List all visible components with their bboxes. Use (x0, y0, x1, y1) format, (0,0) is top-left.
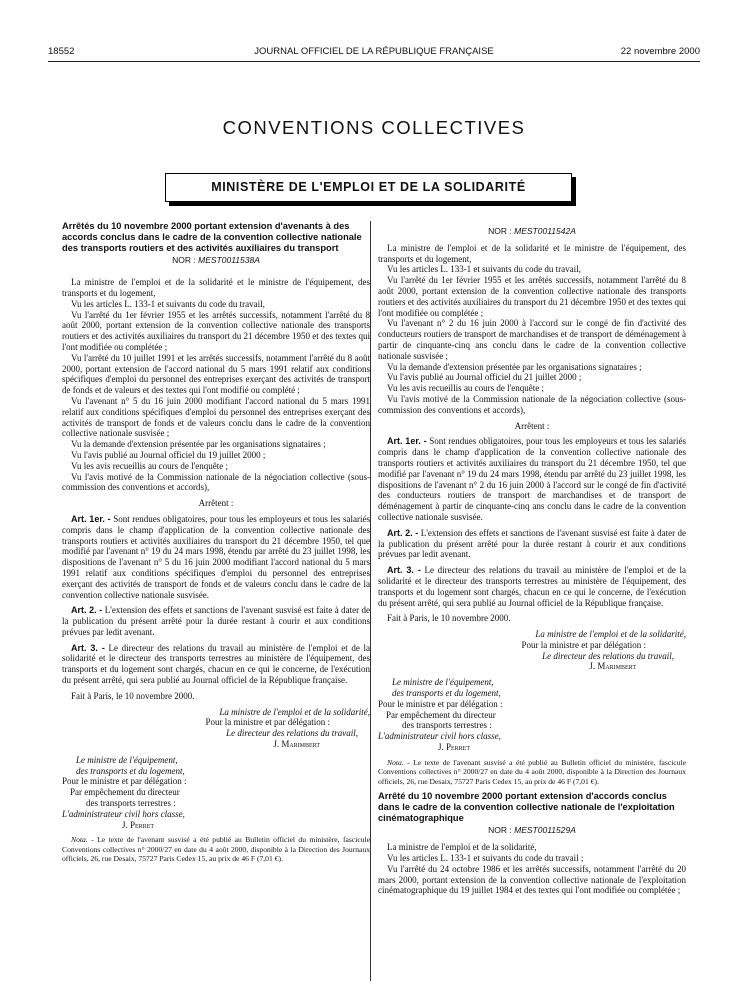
left-column (62, 221, 370, 864)
nor-reference: NOR : MEST0011529A (488, 825, 576, 836)
paragraph: Vu l'avis motivé de la Commission nationale de la négociation collective (sous-commission des conventions et accords), (62, 471, 370, 493)
paragraph: Vu l'arrêté du 1er février 1955 et les arrêtés successifs, notamment l'arrêté du 8 août 2000, portant extension de la convention collective nationale des transports routiers et des activités auxiliaires du transport du 21 décembre 1950 et des textes qui l'ont modifiée ou complétée ; (378, 275, 686, 318)
signature-delegation: Pour la ministre et par délégation : (521, 639, 646, 650)
page-number: 18552 (48, 46, 75, 57)
signature-name: J. Perret (122, 819, 155, 830)
paragraph: Vu les articles L. 133-1 et suivants du code du travail, (71, 298, 265, 309)
nor-reference: NOR : MEST0011538A (172, 255, 260, 266)
signature-line: des transports terrestres : (402, 720, 492, 731)
signature-title: Le ministre de l'équipement, (392, 677, 494, 688)
article-2: Art. 2. - L'extension des effets et sanctions de l'avenant susvisé est faite à dater de la publication du présent arrêté pour la durée restant à courir et aux conditions prévues par ledit avenant. (378, 527, 686, 560)
ministry-banner: MINISTÈRE DE L'EMPLOI ET DE LA SOLIDARITÉ (165, 173, 572, 202)
signature-title: des transports et du logement, (76, 765, 185, 776)
paragraph: Vu les articles L. 133-1 et suivants du code du travail ; (387, 853, 584, 864)
decree-title: Arrêtés du 10 novembre 2000 portant extension d'avenants à des accords conclus dans le cadre de la convention collective nationale des transports routiers et des activités auxiliaires du transport (62, 221, 362, 253)
signature-admin: L'administrateur civil hors classe, (62, 808, 185, 819)
decree-title: Arrêté du 10 novembre 2000 portant extension d'accords conclus dans le cadre de la convention collective nationale de l'exploitation cinématographique (378, 791, 675, 823)
article-1: Art. 1er. - Sont rendues obligatoires, pour tous les employeurs et tous les salariés compris dans le champ d'application de la convention collective nationale des transports routiers et activités auxiliaires du transport du 21 décembre 1950, tel que modifié par l'avenant n° 19 du 24 mars 1998, étendu par arrêté du 23 juillet 1998, les dispositions de l'avenant n° 2 du 16 juin 2000 à l'accord sur le congé de fin d'activité des conducteurs routiers de transport de marchandises et de transport de déménagement à partir de cinquante-cinq ans conclu dans le cadre de la convention collective nationale susvisée. (378, 436, 686, 522)
nor-reference: NOR : MEST0011542A (488, 226, 576, 236)
paragraph: Vu la demande d'extension présentée par les organisations signataires ; (387, 361, 642, 372)
paragraph: Vu l'avis motivé de la Commission nationale de la négociation collective (sous-commission des conventions et accords), (378, 393, 686, 415)
signature-title: La ministre de l'emploi et de la solidarité, (535, 629, 686, 640)
column-divider (370, 221, 371, 981)
signature-director: Le directeur des relations du travail, (542, 650, 674, 661)
nota-note: Nota. - Le texte de l'avenant susvisé a été publié au Bulletin officiel du ministère, fascicule Conventions collectives n° 2000/27 en date du 4 août 2000, disponible à la Direction des Journaux officiels, 26, rue Desaix, 75727 Paris Cedex 15, au prix de 46 F (7,01 €). (378, 757, 686, 786)
signature-delegation: Pour le ministre et par délégation : (378, 698, 503, 709)
paragraph: Vu l'arrêté du 1er février 1955 et les arrêtés successifs, notamment l'arrêté du 8 août 2000, portant extension de la convention collective nationale des transports routiers et des activités auxiliaires du transport du 21 décembre 1950 et des textes qui l'ont modifiée ou complétée ; (62, 309, 370, 352)
signature-line: des transports terrestres : (86, 798, 176, 809)
signature-delegation: Pour le ministre et par délégation : (62, 776, 187, 787)
article-3: Art. 3. - Le directeur des relations du travail au ministère de l'emploi et de la solidarité et le directeur des transports terrestres au ministère de l'équipement, des transports et du logement sont chargés, chacun en ce qui le concerne, de l'exécution du présent arrêté, qui sera publié au Journal officiel de la République française. (378, 565, 687, 608)
paragraph: Vu l'avenant n° 2 du 16 juin 2000 à l'accord sur le congé de fin d'activité des conducteurs routiers de transport de marchandises et de transport de déménagement à partir de cinquante-cinq ans conclu dans le cadre de la convention collective nationale susvisée ; (378, 318, 686, 361)
paragraph: Vu l'avis publié au Journal officiel du 19 juillet 2000 ; (71, 449, 266, 460)
fait-a-paris: Fait à Paris, le 10 novembre 2000. (71, 690, 195, 701)
article-2: Art. 2. - L'extension des effets et sanctions de l'avenant susvisé est faite à dater de la publication du présent arrêté pour la durée restant à courir et aux conditions prévues par ledit avenant. (62, 605, 370, 637)
signature-delegation: Pour la ministre et par délégation : (205, 717, 330, 728)
paragraph: Vu l'arrêté du 10 juillet 1991 et les arrêtés successifs, notamment l'arrêté du 8 août 2000, portant extension de l'accord national du 5 mars 1991 relatif aux conditions spécifiques d'emploi du personnel des entreprises exerçant des activités de transport de fonds et de valeurs et des textes qui l'ont modifié ou complété ; (62, 352, 370, 396)
section-title: CONVENTIONS COLLECTIVES (222, 117, 526, 138)
paragraph: Vu les articles L. 133-1 et suivants du code du travail, (387, 264, 581, 275)
paragraph: Vu l'avenant n° 5 du 16 juin 2000 modifiant l'accord national du 5 mars 1991 relatif aux conditions spécifiques d'emploi du personnel des entreprises exerçant des activités de transport de fonds et de valeurs conclu dans le cadre de la convention collective nationale susvisée ; (62, 395, 370, 439)
journal-title: JOURNAL OFFICIEL DE LA RÉPUBLIQUE FRANÇAISE (254, 46, 494, 57)
signature-admin: L'administrateur civil hors classe, (378, 731, 501, 742)
arretent: Arrêtent : (198, 498, 234, 509)
arretent: Arrêtent : (514, 420, 550, 431)
paragraph: Vu l'avis publié au Journal officiel du 21 juillet 2000 ; (387, 372, 582, 383)
signature-line: Par empêchement du directeur (386, 709, 496, 720)
paragraph: La ministre de l'emploi et de la solidarité et le ministre de l'équipement, des transports et du logement, (62, 277, 370, 298)
fait-a-paris: Fait à Paris, le 10 novembre 2000. (387, 613, 511, 624)
paragraph: Vu les avis recueillis au cours de l'enquête ; (387, 383, 545, 394)
header-rule (48, 61, 700, 62)
right-column (378, 226, 686, 896)
signature-name: J. Perret (438, 742, 471, 753)
signature-title: Le ministre de l'équipement, (76, 754, 178, 765)
signature-title: des transports et du logement, (392, 688, 501, 699)
article-3: Art. 3. - Le directeur des relations du travail au ministère de l'emploi et de la solidarité et le directeur des transports terrestres au ministère de l'équipement, des transports et du logement sont chargés, chacun en ce qui le concerne, de l'exécution du présent arrêté, qui sera publié au Journal officiel de la République française. (62, 642, 371, 686)
paragraph: Vu la demande d'extension présentée par les organisations signataires ; (71, 439, 326, 450)
signature-name: J. Marimbert (273, 739, 320, 750)
article-1: Art. 1er. - Sont rendues obligatoires, pour tous les employeurs et tous les salariés compris dans le champ d'application de la convention collective nationale des transports routiers et activités auxiliaires du transport du 21 décembre 1950, tel que modifié par l'avenant n° 19 du 24 mars 1998, étendu par arrêté du 23 juillet 1998, les dispositions de l'avenant n° 5 du 16 juin 2000 modifiant l'accord national du 5 mars 1991 relatif aux conditions spécifiques d'emploi du personnel des entreprises exerçant des activités de transport de fonds et de valeurs conclu dans le cadre de la convention collective nationale susvisée. (62, 513, 370, 600)
signature-director: Le directeur des relations du travail, (226, 728, 358, 739)
page-header (48, 46, 700, 60)
paragraph: La ministre de l'emploi et de la solidarité, (387, 842, 537, 853)
signature-name: J. Marimbert (589, 661, 636, 672)
signature-line: Par empêchement du directeur (70, 787, 180, 798)
paragraph: La ministre de l'emploi et de la solidarité et le ministre de l'équipement, des transports et du logement, (378, 242, 686, 264)
nota-note: Nota. - Le texte de l'avenant susvisé a été publié au Bulletin officiel du ministère, fascicule Conventions collectives n° 2000/27 en date du 4 août 2000, disponible à la Direction des Journaux officiels, 26, rue Desaix, 75727 Paris Cedex 15, au prix de 46 F (7,01 €). (62, 835, 370, 864)
issue-date: 22 novembre 2000 (620, 46, 700, 57)
paragraph: Vu les avis recueillis au cours de l'enquête ; (71, 460, 229, 471)
paragraph: Vu l'arrêté du 24 octobre 1986 et les arrêtés successifs, notamment l'arrêté du 20 mars 2000, portant extension de la convention collective nationale de l'exploitation cinématographique du 19 juillet 1984 et des textes qui l'ont modifiée ou complétée ; (378, 863, 686, 896)
signature-title: La ministre de l'emploi et de la solidarité, (219, 706, 370, 717)
